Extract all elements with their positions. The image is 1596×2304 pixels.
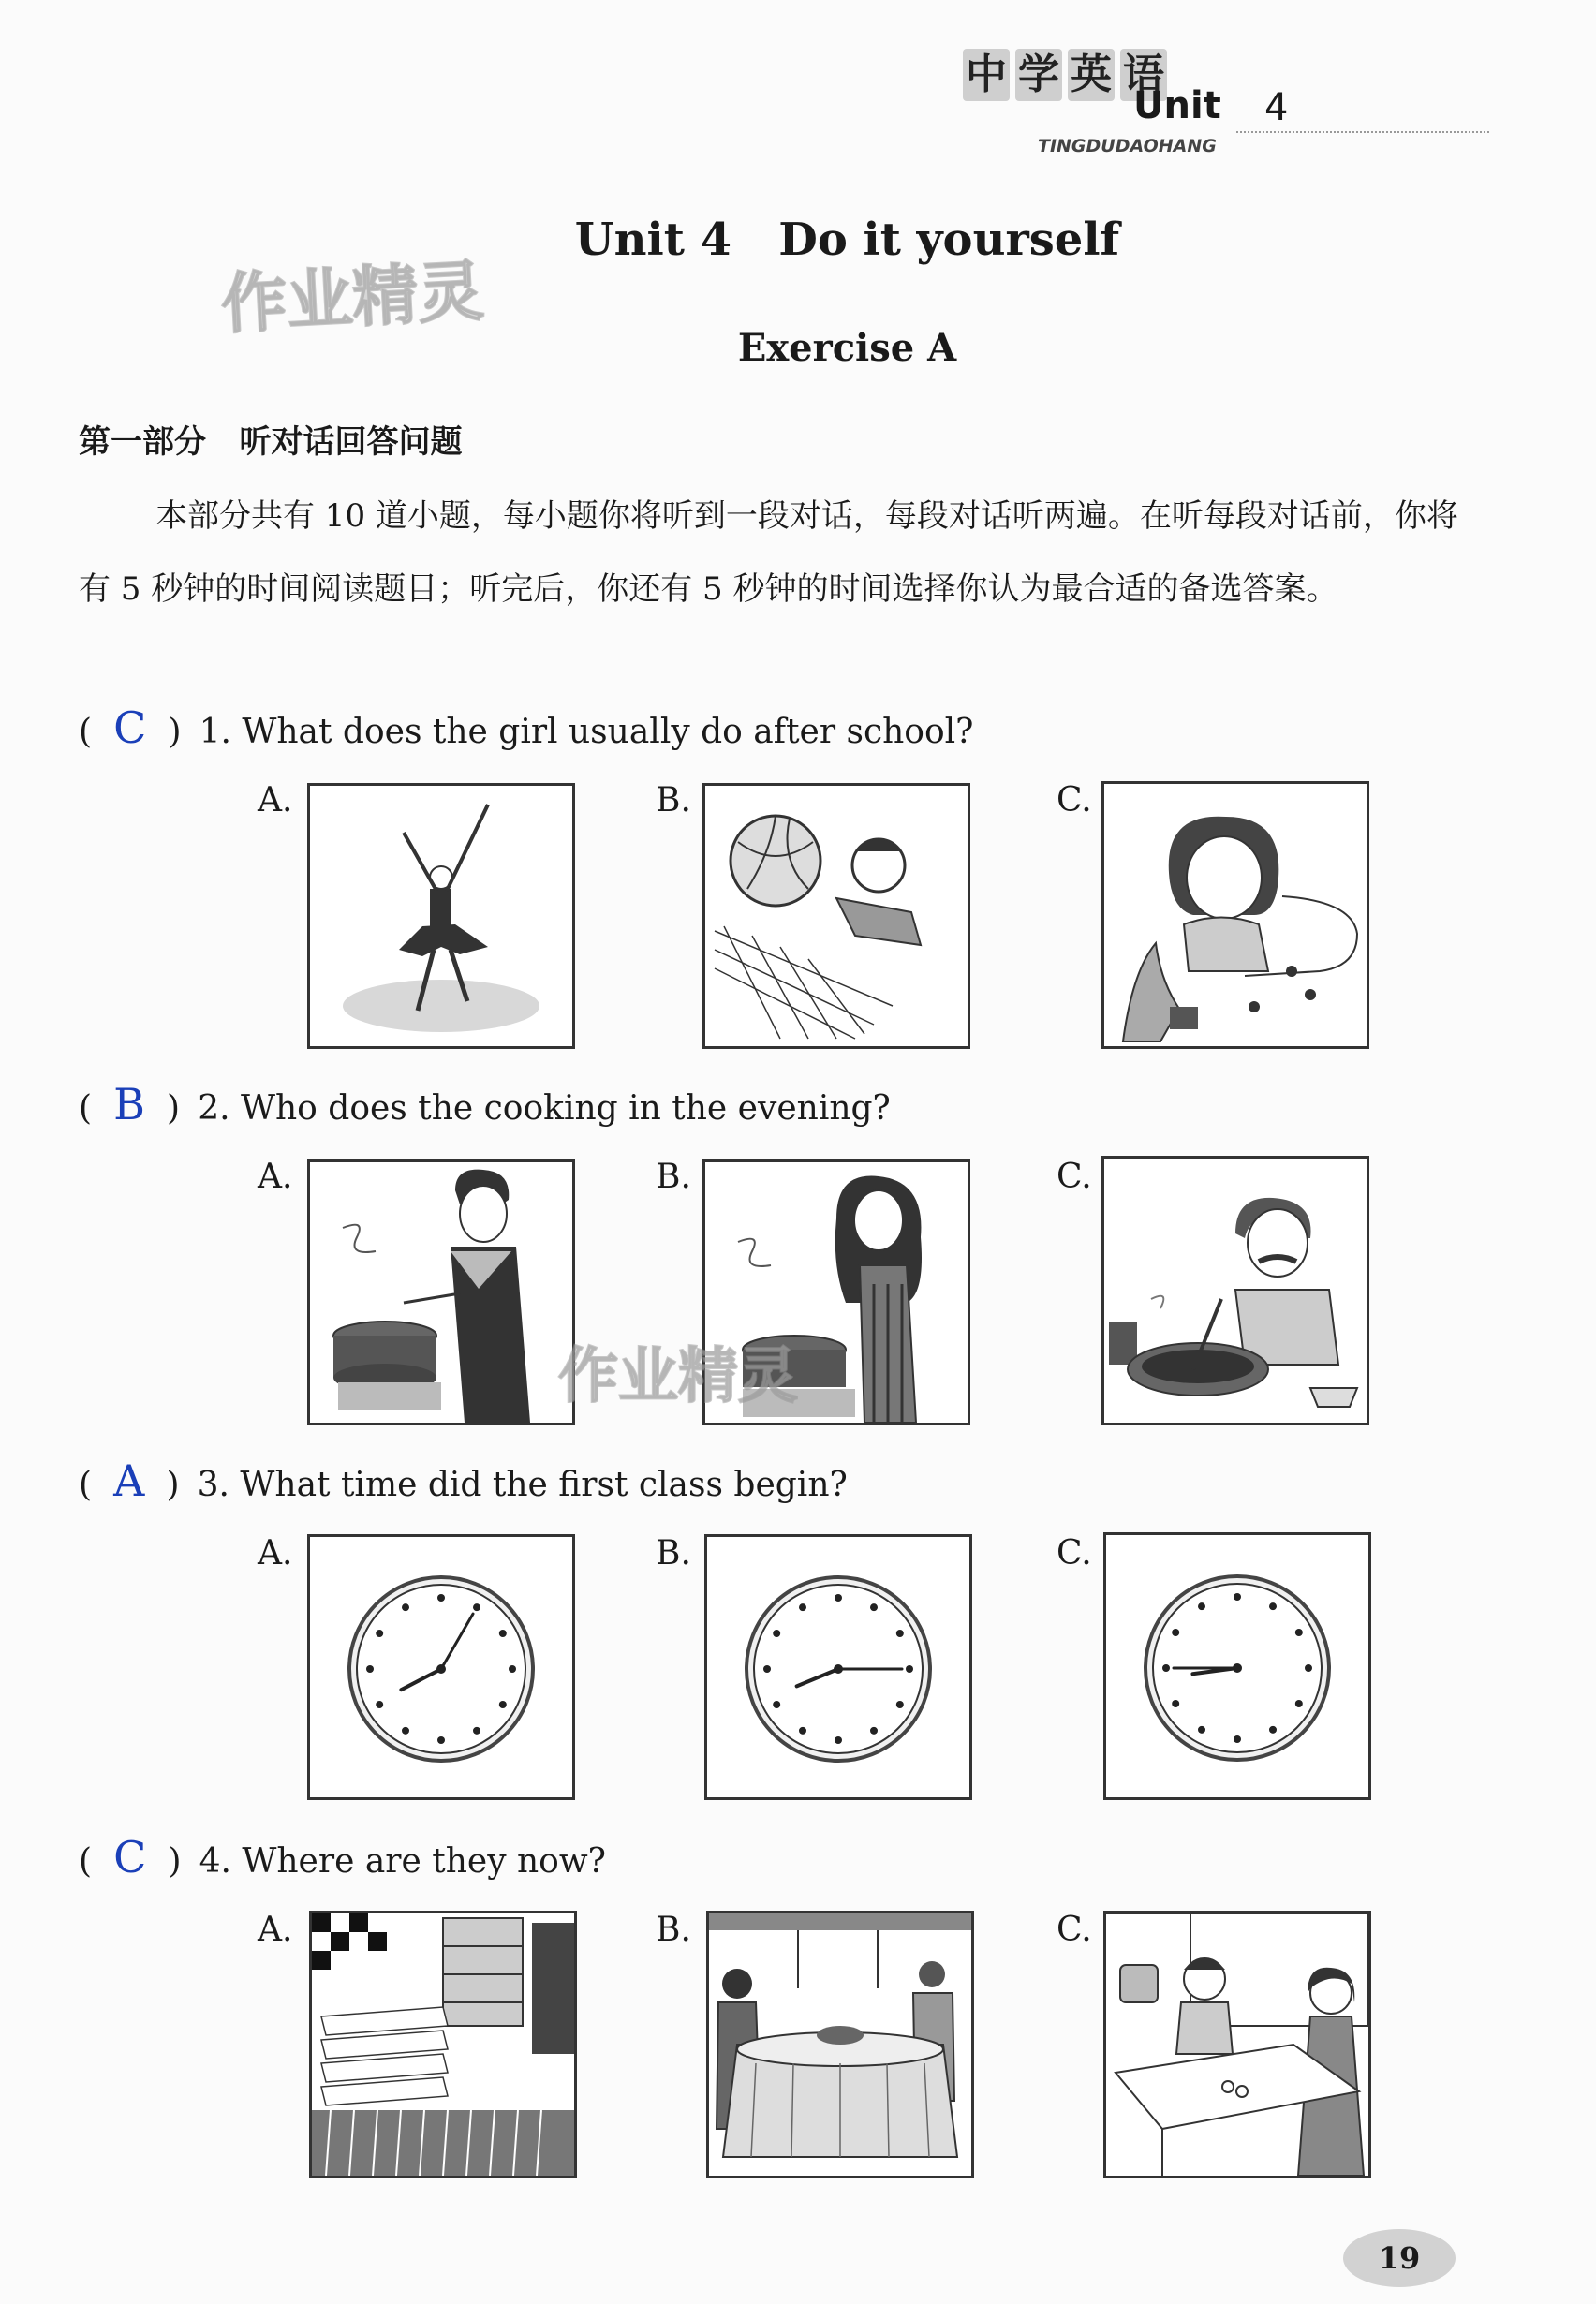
restaurant-picture[interactable]	[706, 1911, 974, 2178]
option-label-c: C.	[1057, 1911, 1092, 1949]
option-label-b: B.	[656, 781, 691, 820]
clock-hour-dot	[1269, 1602, 1277, 1610]
clock-hour-dot	[1305, 1664, 1312, 1672]
library-picture[interactable]	[309, 1911, 577, 2178]
section-heading: 第一部分 听对话回答问题	[79, 423, 463, 461]
logo-char: 英	[1068, 49, 1115, 101]
clock-face-icon	[1106, 1535, 1368, 1797]
clock-hour-dot	[499, 1630, 507, 1637]
volleyball-player-picture[interactable]	[702, 783, 970, 1049]
clock-hour-dot	[1198, 1602, 1205, 1610]
answer-bracket-open: (	[79, 1466, 93, 1504]
answer-value[interactable]: A	[113, 1455, 145, 1506]
answer-value[interactable]: B	[113, 1079, 145, 1130]
question-text: 4. Where are they now?	[199, 1842, 606, 1881]
clock-hour-dot	[896, 1701, 904, 1708]
header-unit-label: Unit	[1133, 84, 1221, 127]
clock-center-pin	[1233, 1663, 1242, 1673]
clock-hour-dot	[1295, 1700, 1303, 1707]
clock-hour-dot	[1295, 1629, 1303, 1636]
watermark: 作业精灵	[558, 1342, 798, 1411]
clock-hour-dot	[1234, 1735, 1241, 1743]
clock-hour-dot	[376, 1701, 383, 1708]
clock-hour-dot	[799, 1603, 806, 1611]
answer-bracket-close: )	[166, 1466, 180, 1504]
clock-hour-dot	[773, 1701, 780, 1708]
option-label-c: C.	[1057, 1534, 1092, 1573]
clock-hour-dot	[437, 1736, 445, 1744]
question-text: 3. What time did the first class begin?	[197, 1466, 848, 1504]
clock-hour-dot	[402, 1603, 409, 1611]
page-title: Unit 4 Do it yourself	[574, 214, 1120, 266]
clock-hour-dot	[1234, 1593, 1241, 1601]
logo-char: 语	[1120, 49, 1167, 101]
clock-hour-dot	[473, 1727, 480, 1735]
clock-hour-dot	[366, 1665, 374, 1673]
clock-a-picture[interactable]	[307, 1534, 575, 1800]
question-1	[79, 702, 973, 753]
classroom-picture[interactable]	[1103, 1911, 1371, 2178]
option-label-a: A.	[258, 1534, 293, 1573]
old-man-cooking-picture[interactable]	[1101, 1156, 1369, 1425]
header-pinyin: TINGDUDAOHANG	[1038, 136, 1217, 156]
answer-bracket-open: (	[79, 713, 93, 751]
clock-face-icon	[707, 1537, 969, 1797]
option-label-b: B.	[656, 1911, 691, 1949]
instructions: 本部分共有 10 道小题，每小题你将听到一段对话，每段对话听两遍。在听每段对话前，你将有 5 秒钟的时间阅读题目；听完后，你还有 5 秒钟的时间选择你认为最合适的备选答案。	[79, 497, 1458, 608]
answer-bracket-open: (	[79, 1842, 93, 1881]
answer-value[interactable]: C	[113, 702, 147, 753]
question-text: 2. Who does the cooking in the evening?	[198, 1089, 891, 1128]
question-3	[79, 1455, 848, 1506]
clock-hour-dot	[376, 1630, 383, 1637]
young-man-cooking-picture[interactable]	[307, 1159, 575, 1425]
clock-hour-dot	[1198, 1726, 1205, 1734]
clock-hour-dot	[402, 1727, 409, 1735]
clock-hour-dot	[1172, 1700, 1179, 1707]
clock-hour-dot	[906, 1665, 913, 1673]
logo-char: 中	[963, 49, 1010, 101]
header-unit-number: 4	[1264, 86, 1289, 129]
answer-bracket-close: )	[168, 713, 182, 751]
header-divider	[1236, 131, 1489, 133]
question-text: 1. What does the girl usually do after school?	[199, 713, 974, 751]
option-label-c: C.	[1057, 781, 1092, 820]
option-label-a: A.	[258, 781, 293, 820]
clock-hour-dot	[1172, 1629, 1179, 1636]
clock-hour-dot	[763, 1665, 771, 1673]
clock-hour-dot	[799, 1727, 806, 1735]
answer-value[interactable]: C	[113, 1832, 147, 1883]
ballet-dancer-picture[interactable]	[307, 783, 575, 1049]
option-label-c: C.	[1057, 1158, 1092, 1196]
question-4	[79, 1832, 606, 1883]
logo-char: 学	[1015, 49, 1062, 101]
clock-hour-dot	[835, 1736, 842, 1744]
option-label-b: B.	[656, 1534, 691, 1573]
watermark: 作业精灵	[219, 252, 486, 344]
answer-bracket-open: (	[79, 1089, 93, 1128]
clock-hour-dot	[870, 1727, 878, 1735]
clock-b-picture[interactable]	[704, 1534, 972, 1800]
option-label-b: B.	[656, 1158, 691, 1196]
clock-center-pin	[834, 1664, 843, 1674]
clock-face-icon	[310, 1537, 572, 1797]
answer-bracket-close: )	[167, 1089, 181, 1128]
clock-hour-dot	[473, 1603, 480, 1611]
page-number: 19	[1343, 2229, 1456, 2287]
clock-hour-dot	[437, 1594, 445, 1602]
option-label-a: A.	[258, 1911, 293, 1949]
clock-hour-dot	[1162, 1664, 1170, 1672]
clock-hour-dot	[499, 1701, 507, 1708]
answer-bracket-close: )	[168, 1842, 182, 1881]
clock-hour-dot	[896, 1630, 904, 1637]
clock-center-pin	[436, 1664, 446, 1674]
clock-c-picture[interactable]	[1103, 1532, 1371, 1800]
clock-hour-dot	[509, 1665, 516, 1673]
girl-playing-chess-picture[interactable]	[1101, 781, 1369, 1049]
clock-hour-dot	[773, 1630, 780, 1637]
clock-hour-dot	[835, 1594, 842, 1602]
clock-hour-dot	[870, 1603, 878, 1611]
question-2	[79, 1079, 891, 1130]
exercise-title: Exercise A	[737, 326, 957, 370]
clock-hour-dot	[1269, 1726, 1277, 1734]
option-label-a: A.	[258, 1158, 293, 1196]
